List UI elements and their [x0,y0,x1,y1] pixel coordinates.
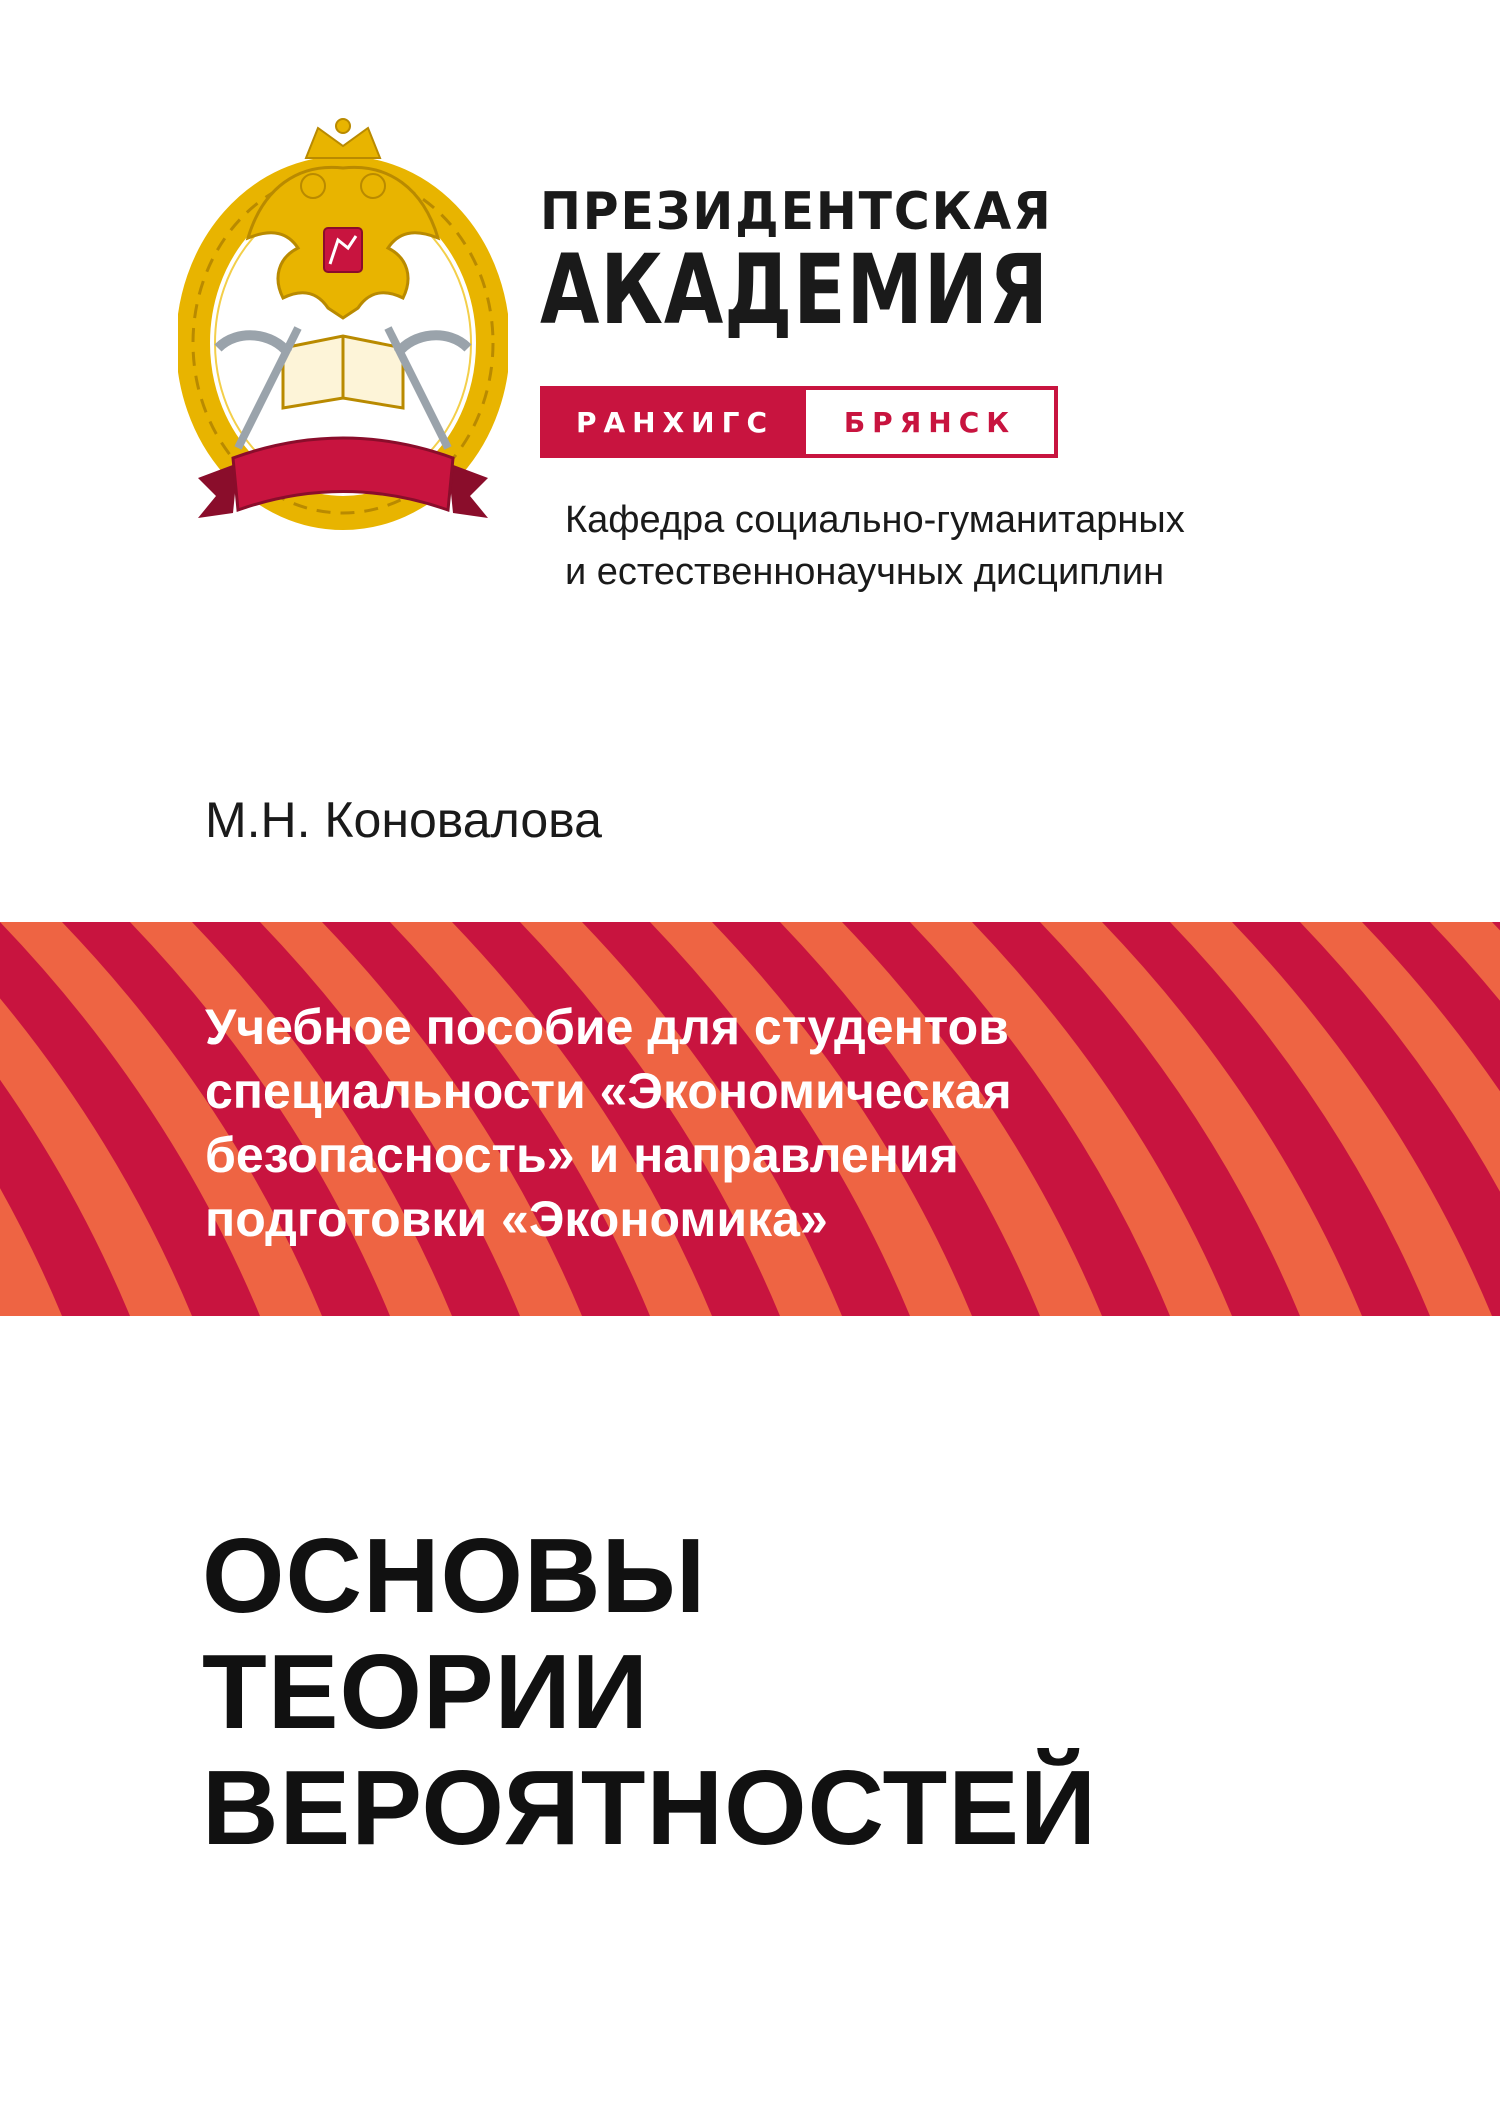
academy-emblem [178,118,508,550]
department-name [565,494,1185,598]
subtitle-line: специальности «Экономическая [205,1063,1012,1119]
open-book-icon [283,336,403,408]
subtitle-line: подготовки «Экономика» [205,1191,828,1247]
book-title [202,1518,1097,1866]
academy-name-line1: ПРЕЗИДЕНТСКАЯ [540,182,1053,242]
subtitle-line: Учебное пособие для студентов [205,999,1009,1055]
branch-badge [540,386,1058,458]
title-line: ТЕОРИИ [202,1633,649,1751]
academy-name-line2: АКАДЕМИЯ [540,234,1049,346]
author-name: М.Н. Коновалова [205,792,602,848]
subtitle [205,995,1305,1251]
academy-name [540,182,1300,346]
badge-ranepa: РАНХИГС [544,390,806,454]
subtitle-line: безопасность» и направления [205,1127,959,1183]
department-line2: и естественнонаучных дисциплин [565,551,1165,593]
title-line: ВЕРОЯТНОСТЕЙ [202,1749,1098,1867]
department-line1: Кафедра социально-гуманитарных [565,499,1185,541]
crown-icon [306,119,380,158]
title-line: ОСНОВЫ [202,1517,707,1635]
badge-bryansk: БРЯНСК [806,390,1054,454]
